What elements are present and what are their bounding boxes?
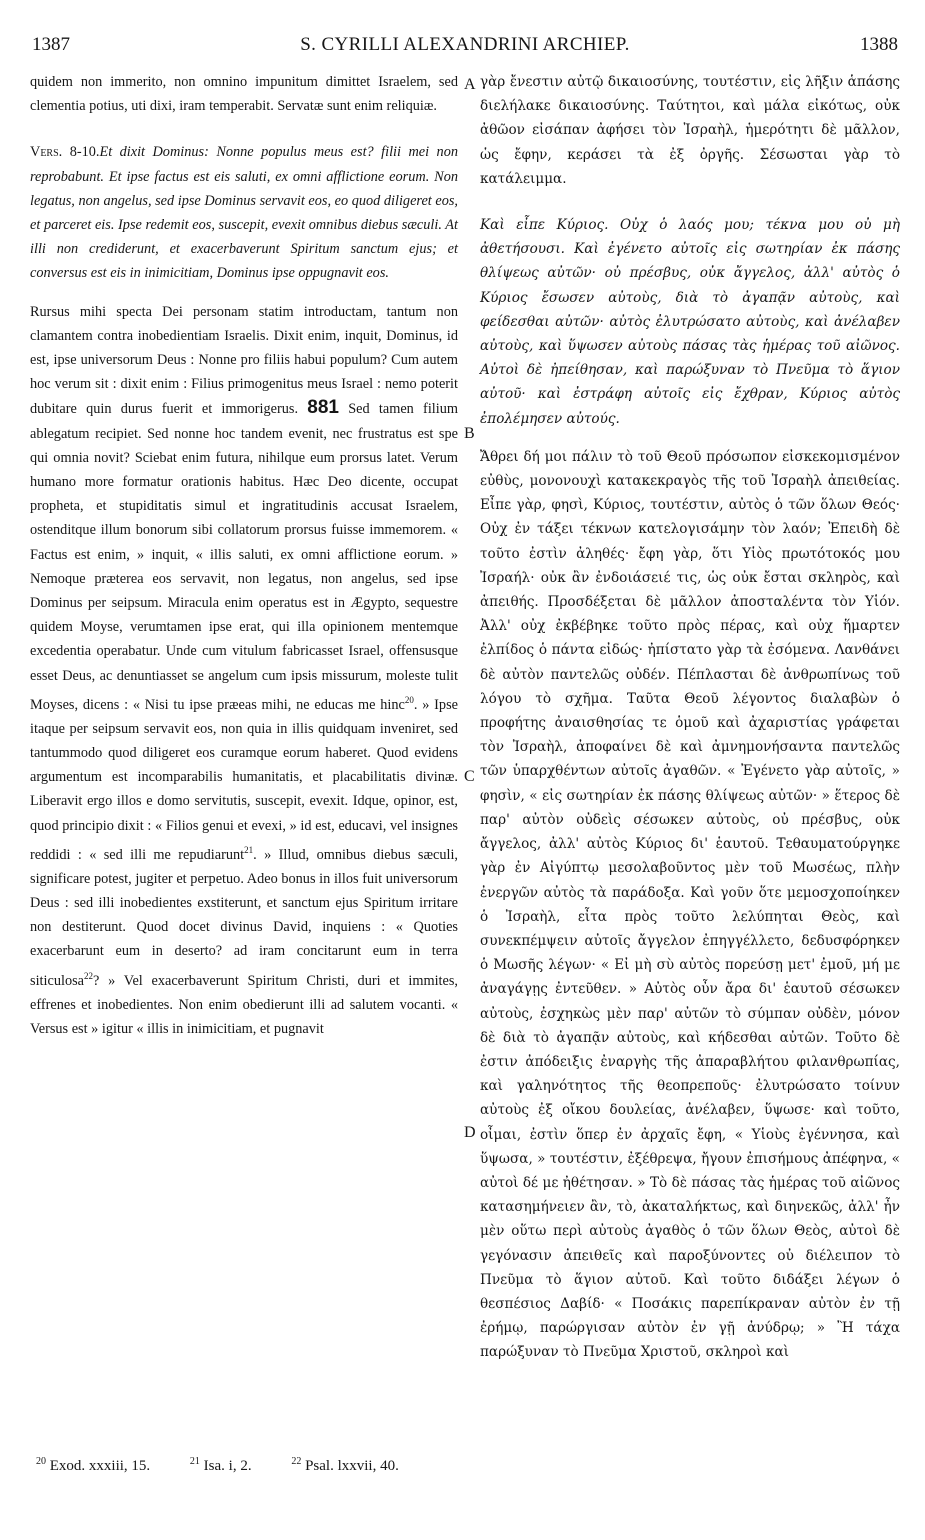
footnote-ref-20: 20 xyxy=(404,694,414,705)
footnote-text: Exod. xxxiii, 15. xyxy=(49,1458,151,1474)
latin-text-segment: Rursus mihi specta Dei personam statim introductam, tantum non clamantem contra inobedientiam Israelis. Dixit enim, inquit, Dominus, id est, ipse universorum Deus : Nonne pro filiis habui populum? Cum autem hoc verum sit : dixit enim : Filius primogenitus meus Israel : nemo poterit dubitare quin durus fuerit et immorigerus. xyxy=(30,303,458,418)
latin-column xyxy=(30,70,458,1041)
page-number-right: 1388 xyxy=(860,34,898,55)
greek-verse: Καὶ εἶπε Κύριος. Οὐχ ὁ λαός μου; τέκνα μου οὐ μὴ ἀθετήσουσι. Καὶ ἐγένετο αὐτοῖς εἰς σωτηρίαν ἐκ πάσης θλίψεως αὐτῶν· οὐ πρέσβυς, οὐκ ἄγγελος, ἀλλ' αὐτὸς ὁ Κύριος ἔσωσεν αὐτοὺς, διὰ τὸ ἀγαπᾷν αὐτοὺς, καὶ φείδεσθαι αὐτῶν· αὐτὸς ἐλυτρώσατο αὐτοὺς, καὶ ἀνέλαβεν αὐτοὺς, καὶ ὕψωσεν αὐτοὺς πάσας τὰς ἡμέρας τοῦ αἰῶνος. Αὐτοὶ δὲ ἠπείθησαν, καὶ παρώξυναν τὸ Πνεῦμα τὸ ἅγιον αὐτοῦ· καὶ ἐστράφη αὐτοῖς εἰς ἔχθραν, Κύριος αὐτὸς ἐπολέμησεν αὐτούς. xyxy=(480,217,900,427)
margin-letter-b: B xyxy=(464,425,475,442)
latin-text-segment: . » Illud, omnibus diebus sæculi, significare potest, jugiter et perpetuo. Adeo bonus in illos fuit universorum Deus : sed illi inobedientes exstiterunt, et sanctum ejus Spiritum irritare non destiterunt. Quod docet divinus David, inquiens : « Quoties exacerbarunt eum in deserto? ad iram concitarunt eum in terra siticulosa xyxy=(30,846,458,989)
footnote-text: Psal. lxxvii, 40. xyxy=(305,1458,399,1474)
footnote-number: 22 xyxy=(291,1456,302,1467)
margin-letter-a: A xyxy=(464,76,476,93)
latin-paragraph-1: quidem non immerito, non omnino impunitum dimittet Israelem, sed clementia potius, uti dixi, iram temperabit. Servatæ sunt enim reliquiæ. xyxy=(30,74,458,115)
latin-text-segment: . » Ipse itaque per seipsum servavit eos, non quia in illis quidquam inveniret, sed tantummodo quod diligeret eos curamque eorum haberet. Quod evidens argumentum est incomparabilis humanitatis, et placabilitatis divinæ. Liberavit ergo illos e domo servitutis, suscepit, evexit. Idque, opinor, est, quod principio dixit : « Filios genui et evexi, » id est, educavi, vel insignes reddidi : « sed illi me repudiarunt xyxy=(30,696,458,863)
footnote-21 xyxy=(190,1458,270,1474)
verse-label: Vers. 8-10. xyxy=(30,144,100,161)
latin-commentary xyxy=(30,300,458,1041)
margin-letter-d: D xyxy=(464,1124,476,1141)
verse-text: Et dixit Dominus: Nonne populus meus est? filii mei non reprobabunt. Et ipse factus est eis saluti, ex omni afflictione eorum. Non legatus, non angelus, sed ipse Dominus servavit eos, eo quod diligeret eos, et parceret eis. Ipse redemit eos, suscepit, evexit omnibus diebus sæculi. At illi non crediderunt, et exacerbaverunt Spiritum sanctum ejus; et conversus est eis in inimicitiam, Dominus ipse oppugnavit eos. xyxy=(30,144,458,282)
latin-text-segment: ? » Vel exacerbaverunt Spiritum Christi, duri et immites, effrenes et inobedientes. Non enim obedierunt illi ad salutem vocanti. « Versus est » igitur « illis in inimicitiam, et pugnavit xyxy=(30,972,458,1037)
latin-verse xyxy=(30,140,458,285)
footnote-number: 21 xyxy=(189,1456,200,1467)
margin-letter-c: C xyxy=(464,768,475,785)
column-number: 881 xyxy=(307,397,339,419)
footnote-20 xyxy=(36,1458,168,1474)
footnote-ref-22: 22 xyxy=(84,970,94,981)
footnote-text: Isa. i, 2. xyxy=(203,1458,252,1474)
running-header xyxy=(30,34,900,64)
greek-commentary: Ἄθρει δή μοι πάλιν τὸ τοῦ Θεοῦ πρόσωπον εἰσκεκομισμένον εὐθὺς, μονονουχὶ κατακεκραγὸς τῆς τοῦ Ἰσραὴλ ἀπειθείας. Εἶπε γὰρ, φησὶ, Κύριος, τουτέστιν, αὐτὸς ὁ τῶν ὅλων Θεός· Οὐχ ἐν τάξει τέκνων κατελογισάμην τὸν λαόν; Ἐπειδὴ δὲ τοῦτο ἐστὶν ἀληθές· ἔφη γὰρ, ὅτι Υἱὸς πρωτότοκός μου Ἰσραήλ· οὐκ ἂν ἐνδοιάσειέ τις, ὡς οὐκ ἔσται σκληρὸς, καὶ ἀπειθής. Προσδέξεται δὲ μᾶλλον ἀποσταλέντα τὸν Υἱόν. Ἀλλ' οὐχ ἐκβέβηκε τοῦτο πρὸς πέρας, καὶ οὐχ ἥμαρτεν ἐλπίδος ὁ πάντα εἰδώς· ἠπίστατο γὰρ τὰ ἐσόμενα. Λανθάνει δὲ αὐτὸν παντελῶς οὐδέν. Πέπλασται δὲ ἀνθρωπίνως τοῦ λόγου τὸ σχῆμα. Ταῦτα Θεοῦ λέγοντος διαλαβὼν ὁ προφήτης ἀναισθησίας τε ὁμοῦ καὶ ἀχαριστίας γράφεται τὸν Ἰσραὴλ, ἀποφαίνει δὲ καὶ ἀμνημονήσαντα παντελῶς τῶν ὑπαρχθέντων αὐτοῖς ἀγαθῶν. « Ἐγένετο γὰρ αὐτοῖς, » φησὶν, « εἰς σωτηρίαν ἐκ πάσης θλίψεως αὐτῶν· » ἕτερος δὲ παρ' αὐτὸν οὐδεὶς σέσωκεν αὐτοὺς, οὐ πρέσβυς, οὐκ ἄγγελος, ἀλλ' αὐτὸς Κύριος δι' ἑαυτοῦ. Τεθαυματούργηκε γὰρ ἐν Αἰγύπτῳ μεσολαβοῦντος μὲν τοῦ Μωσέως, πλὴν ἐνεργῶν αὐτὸς τὰ παράδοξα. Καὶ γοῦν ὅτε μεμοσχοποίηκεν ὁ Ἰσραὴλ, εἶτα πρὸς τοῦτο λελύπηται Θεὸς, καὶ συνεκπέμψειν αὐτοῖς ἄγγελον ἐπηγγέλλετο, δεδυσφόρηκεν ὁ Μωσῆς λέγων· « Εἰ μὴ σὺ αὐτὸς πορεύσῃ μετ' ἐμοῦ, μή με ἀναγάγῃς ἐντεῦθεν. » Αὐτὸς οὖν ἄρα δι' ἑαυτοῦ σέσωκεν αὐτοὺς, ἐσχηκὼς μὲν παρ' αὐτῶν τὸ σύμπαν οὐδὲν, μόνον δὲ διὰ τὸ ἀγαπᾷν αὐτοὺς, καὶ κήδεσθαι αὐτῶν. Τοῦτο δὲ ἐστιν ἀπόδειξις ἐναργὴς τῆς ἀπαραβλήτου φιλανθρωπίας, καὶ γαληνότητος τῆς θεοπρεποῦς· ἐλυτρώσατο τοίνυν αὐτοὺς ἐξ οἴκου δουλείας, ἀνέλαβεν, ὕψωσε· καὶ τοῦτο, οἶμαι, ἐστὶν ὅπερ ἐν ἀρχαῖς ἔφη, « Υἱοὺς ἐγέννησα, καὶ ὕψωσα, » τουτέστιν, ἐξέθρεψα, ἤγουν ἐπισήμους ἀπέφηνα, « αὐτοὶ δέ με ἠθέτησαν. » Τὸ δὲ πάσας τὰς ἡμέρας τοῦ αἰῶνος κατασημήνειεν ἂν, τὸ, ἀκαταλήκτως, καὶ διηνεκῶς, ἀλλ' ἦν μὲν οὕτω περὶ αὐτοὺς ἀγαθὸς ὁ τῶν ὅλων Θεὸς, αὐτοὶ δὲ γεγόνασιν ἀπειθεῖς καὶ παροξύνοντες οὐ διέλειπον τὸ Πνεῦμα τὸ ἅγιον αὐτοῦ. Καὶ τοῦτο διδάξει λέγων ὁ θεσπέσιος Δαβίδ· « Ποσάκις παρεπίκραναν αὐτὸν ἐν τῇ ἐρήμῳ, παρώργισαν αὐτὸν ἐν γῇ ἀνύδρῳ; » Ἢ τάχα παρώξυναν τὸ Πνεῦμα Χριστοῦ, σκληροὶ καὶ xyxy=(480,448,900,1361)
running-title: S. CYRILLI ALEXANDRINI ARCHIEP. xyxy=(300,34,630,55)
footnote-number: 20 xyxy=(36,1456,46,1467)
footnote-22 xyxy=(291,1458,417,1474)
greek-column xyxy=(480,70,900,1365)
greek-paragraph-1: γὰρ ἔνεστιν αὐτῷ δικαιοσύνης, τουτέστιν, εἰς λῆξιν ἁπάσης διελήλακε δικαιοσύνης. Ταύτητοι, καὶ μάλα εἰκότως, οὐκ ἀθῶον εἰσάπαν ἀφήσει τὸν Ἰσραὴλ, ἡμερότητι δὲ μᾶλλον, ὡς ἔφην, κεράσει τὰ ἐξ ὀργῆς. Σέσωσται γὰρ τὸ κατάλειμμα. xyxy=(480,74,900,187)
latin-text-segment: Sed tamen filium ablegatum recipiet. Sed nonne hoc tandem evenit, nec frustratus est spe qui omnia novit? Sciebat enim futura, nihilque eum prorsus latet. Verum humano more formatur orationis habitus. Hæc Deo dicente, occupat propheta, et stupiditatis simul et ingratitudinis accusat Israelem, ostenditque illum bonorum sibi collatorum prorsus fuisse immemorem. « Factus est enim, » inquit, « illis saluti, ex omni afflictione eorum. » Nemoque præterea eos servavit, non legatus, non angelus, sed ipse Dominus per seipsum. Miracula enim operatus est in Ægypto, sequestre quidem Moyse, verumtamen ipse erat, qui illa opinionem mentemque excedentia operabatur. Unde cum vitulum fabricasset Israel, offensusque esset Deus, ac denuntiasset se angelum cum ipsis missurum, moleste tulit Moyses, dicens : « Nisi tu ipse præeas mihi, ne educas me hinc xyxy=(30,401,459,713)
footnote-ref-21: 21 xyxy=(244,844,254,855)
page-number-left: 1387 xyxy=(32,34,70,55)
footnotes xyxy=(36,1456,556,1475)
